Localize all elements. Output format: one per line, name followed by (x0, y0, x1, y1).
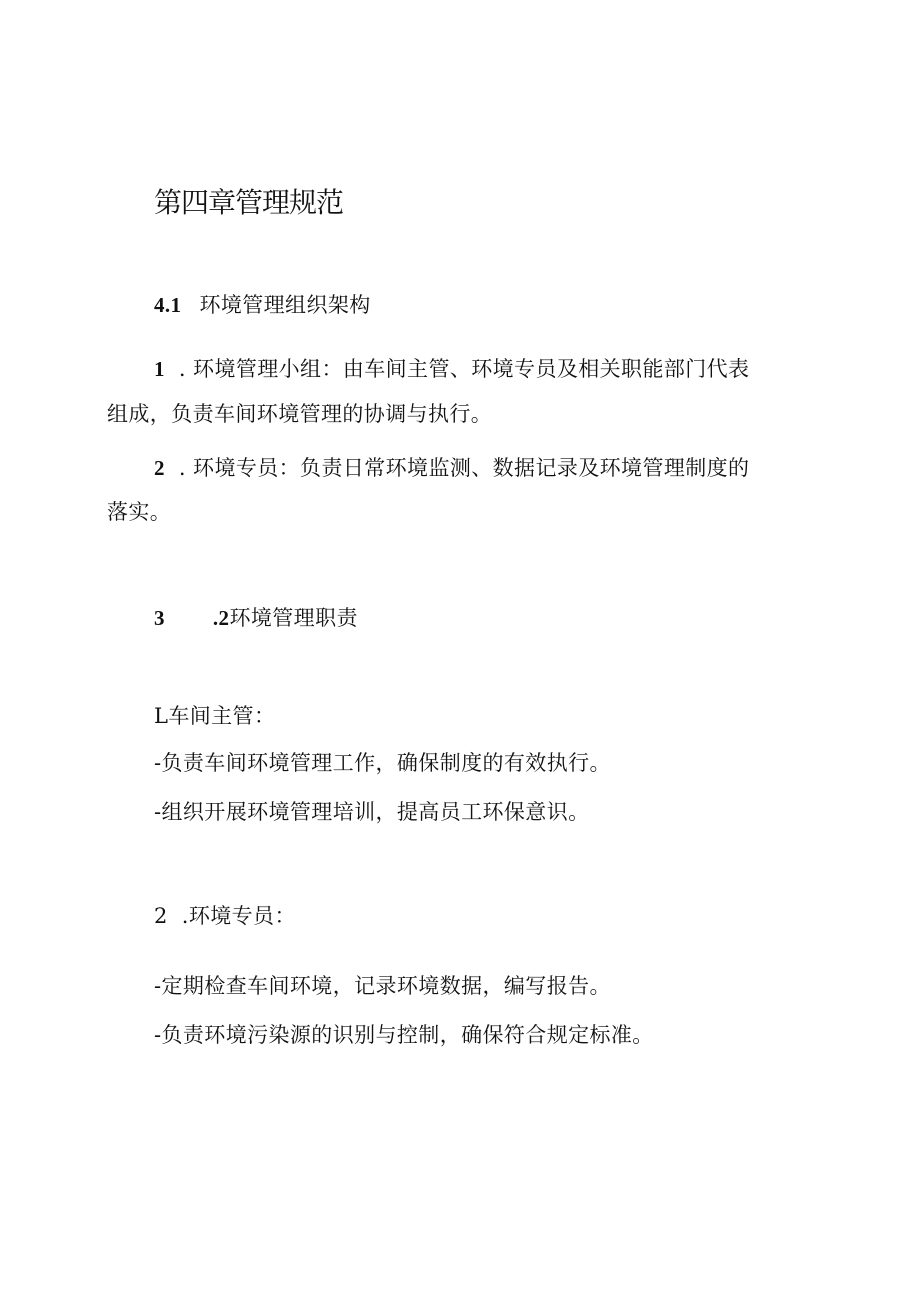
org-item-1-line-2: 组成，负责车间环境管理的协调与执行。 (107, 402, 493, 426)
chapter-title: 第四章管理规范 (154, 186, 344, 219)
item-number: 1 (154, 357, 165, 381)
role-2-number: 2 (154, 904, 168, 928)
section-number-b: .2 (212, 606, 230, 630)
section-number: 4.1 (154, 293, 182, 317)
section-title: 环境管理组织架构 (199, 293, 371, 317)
role-2-duty-1: -定期检查车间环境，记录环境数据，编写报告。 (154, 974, 611, 998)
section-title: 环境管理职责 (229, 606, 358, 630)
role-2-heading (154, 901, 296, 931)
item-number: 2 (154, 456, 165, 480)
role-1-duty-2: -组织开展环境管理培训，提高员工环保意识。 (154, 800, 590, 824)
org-item-2-line-2: 落实。 (107, 500, 172, 524)
role-2-title: .环境专员： (181, 904, 296, 928)
org-item-2-line-1 (154, 453, 749, 483)
section-number-a: 3 (154, 606, 165, 630)
role-2-duty-2: -负责环境污染源的识别与控制，确保符合规定标准。 (154, 1023, 654, 1047)
section-heading-4-2 (154, 603, 358, 633)
org-item-1-line-1 (154, 354, 749, 384)
item-text: . 环境专员：负责日常环境监测、数据记录及环境管理制度的 (178, 456, 750, 480)
item-text: . 环境管理小组：由车间主管、环境专员及相关职能部门代表 (178, 357, 750, 381)
section-heading-4-1 (154, 290, 371, 320)
role-1-duty-1: -负责车间环境管理工作，确保制度的有效执行。 (154, 751, 611, 775)
role-1-heading: L车间主管： (154, 704, 276, 728)
